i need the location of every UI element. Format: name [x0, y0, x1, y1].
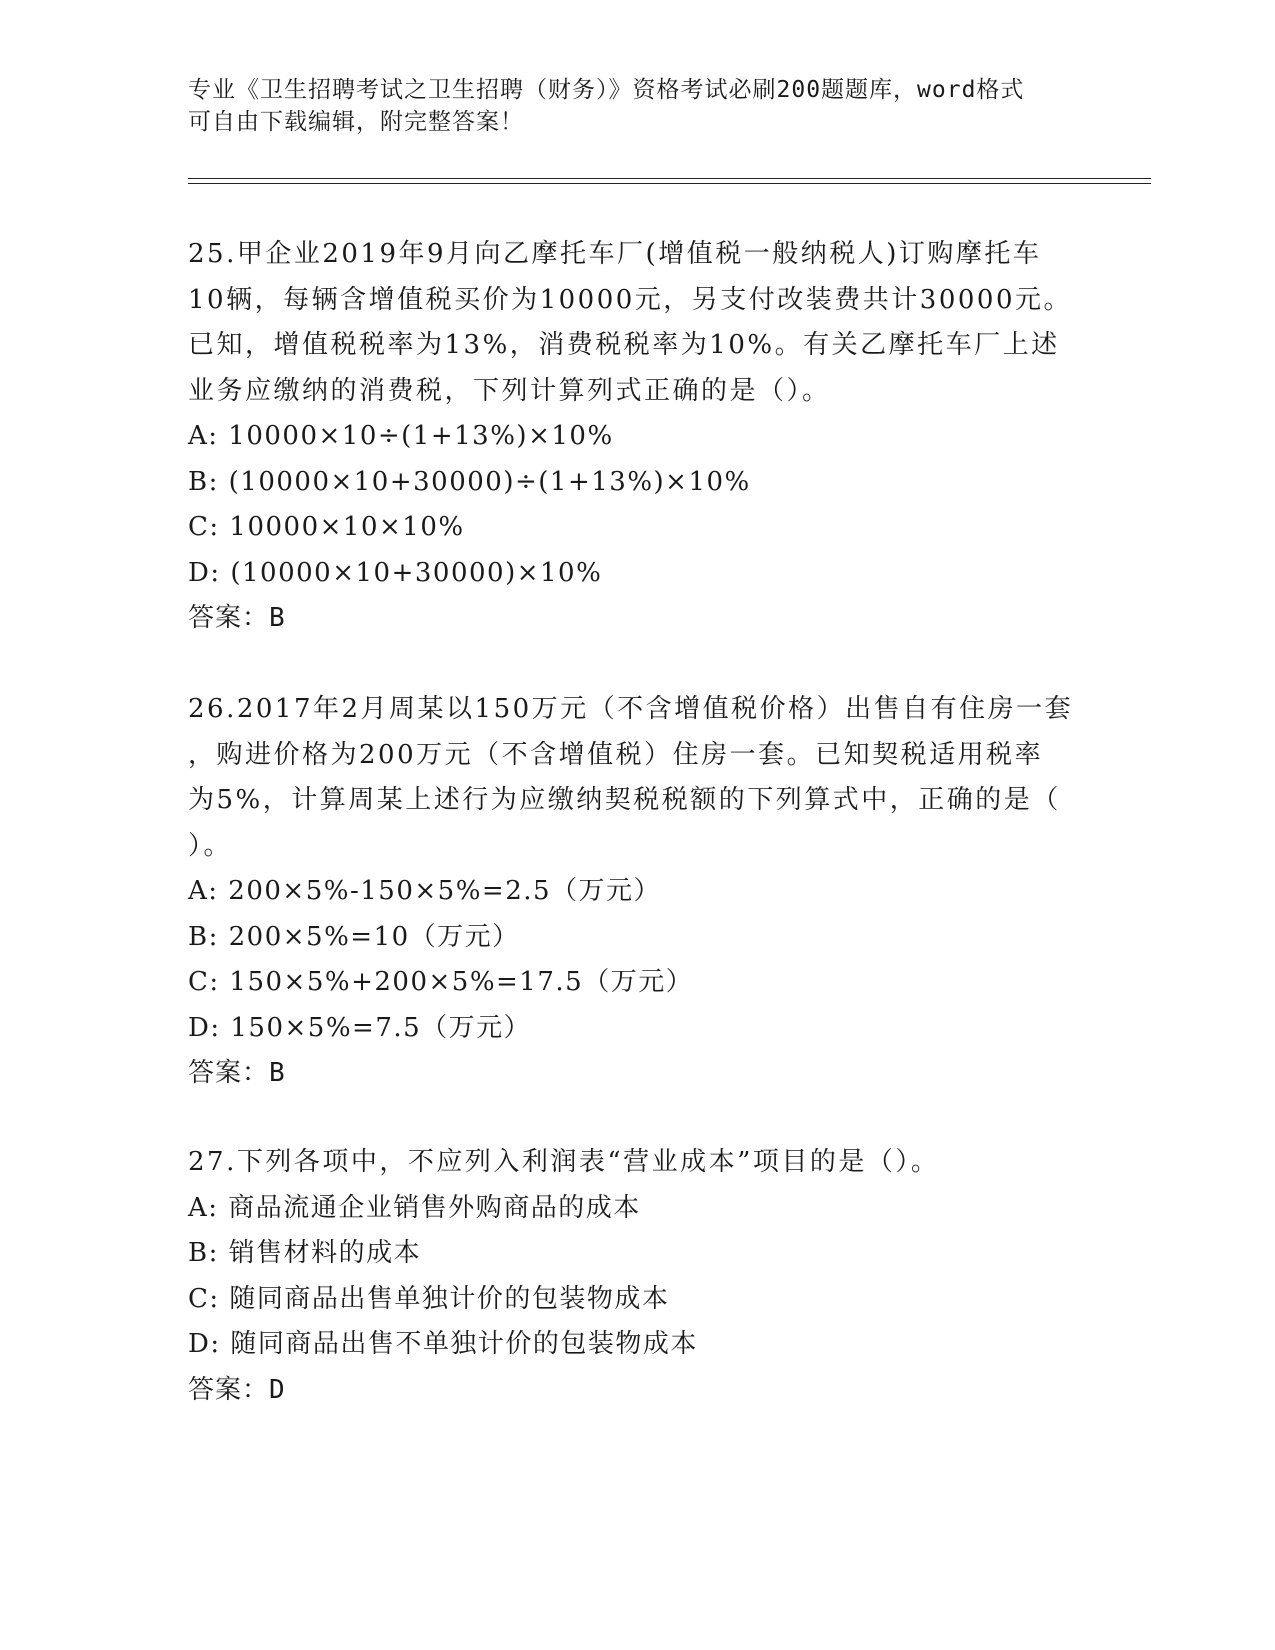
option-d: D: (10000×10+30000)×10%	[188, 557, 603, 588]
option-a: A: 商品流通企业销售外购商品的成本	[188, 1192, 641, 1223]
question-stem-line: 25.甲企业2019年9月向乙摩托车厂(增值税一般纳税人)订购摩托车	[188, 239, 1042, 269]
question-stem-line: 10辆，每辆含增值税买价为10000元，另支付改装费共计30000元。	[188, 284, 1073, 315]
header-divider-top	[188, 178, 1151, 179]
question-27	[188, 1140, 1088, 1413]
option-a: A: 10000×10÷(1+13%)×10%	[188, 421, 614, 451]
document-header	[188, 74, 1088, 138]
question-stem-line: 为5%，计算周某上述行为应缴纳契税税额的下列算式中，正确的是（	[188, 785, 1061, 815]
question-stem-line: 业务应缴纳的消费税，下列计算列式正确的是（）。	[188, 375, 831, 406]
question-stem-line: 已知，增值税税率为13%，消费税税率为10%。有关乙摩托车厂上述	[188, 330, 1060, 360]
option-d: D: 150×5%=7.5（万元）	[188, 1012, 532, 1043]
question-stem-line: ，购进价格为200万元（不含增值税）住房一套。已知契税适用税率	[188, 739, 1044, 770]
question-26	[188, 687, 1088, 1097]
option-d: D: 随同商品出售不单独计价的包装物成本	[188, 1329, 698, 1359]
option-b: B: 200×5%=10（万元）	[188, 921, 520, 952]
question-25	[188, 232, 1088, 642]
header-line-2: 可自由下载编辑，附完整答案！	[188, 109, 524, 135]
header-line-1: 专业《卫生招聘考试之卫生招聘（财务）》资格考试必刷200题题库，word格式	[188, 77, 1025, 103]
option-c: C: 10000×10×10%	[188, 512, 465, 542]
answer-label: 答案：D	[188, 1374, 286, 1405]
header-divider-bottom	[188, 183, 1151, 184]
option-b: B: 销售材料的成本	[188, 1238, 422, 1268]
answer-label: 答案：B	[188, 1058, 286, 1088]
question-stem-line: ）。	[188, 830, 233, 861]
option-b: B: (10000×10+30000)÷(1+13%)×10%	[188, 466, 751, 497]
question-stem-line: 26.2017年2月周某以150万元（不含增值税价格）出售自有住房一套	[188, 694, 1074, 724]
option-a: A: 200×5%-150×5%=2.5（万元）	[188, 876, 662, 906]
option-c: C: 随同商品出售单独计价的包装物成本	[188, 1283, 670, 1314]
option-c: C: 150×5%+200×5%=17.5（万元）	[188, 967, 694, 997]
question-stem-line: 27.下列各项中，不应列入利润表“营业成本”项目的是（）。	[188, 1147, 940, 1177]
answer-label: 答案：B	[188, 603, 286, 633]
